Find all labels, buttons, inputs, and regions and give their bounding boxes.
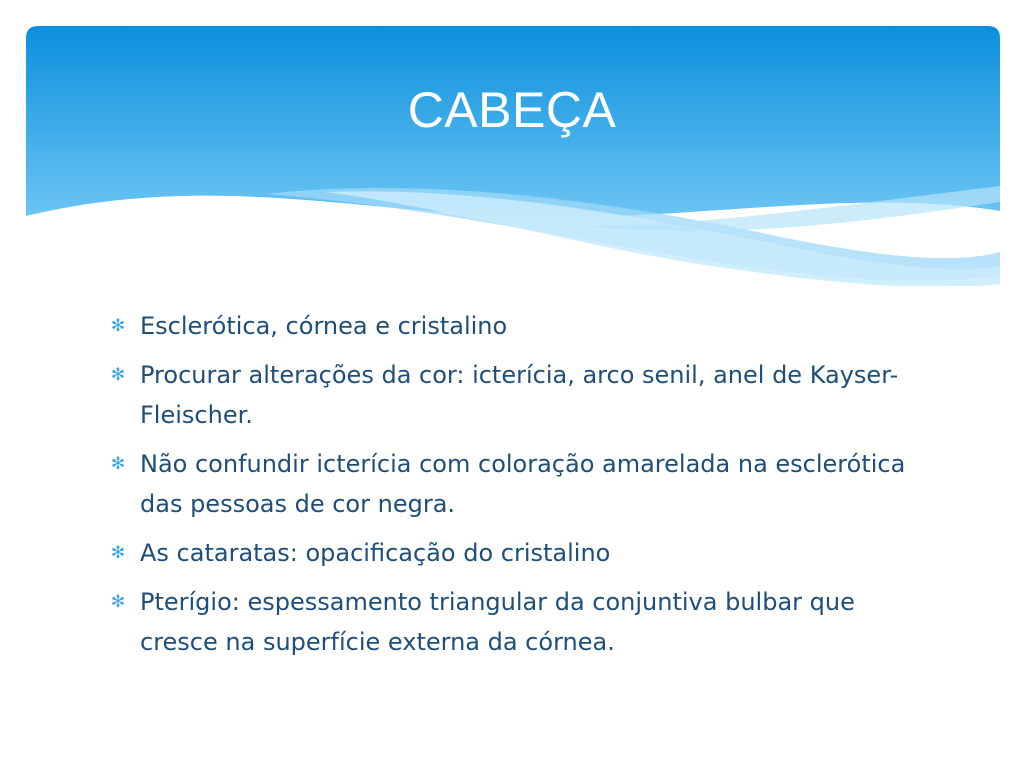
bullet-text: Pterígio: espessamento triangular da conjuntiva bulbar que cresce na superfície externa da córnea.: [140, 588, 855, 656]
asterisk-bullet-icon: ✻: [110, 543, 126, 563]
header-wave-graphic: [26, 26, 1000, 286]
bullet-list: [108, 306, 908, 671]
asterisk-bullet-icon: ✻: [110, 316, 126, 336]
list-item: [108, 306, 908, 346]
list-item: [108, 355, 908, 435]
slide-title: CABEÇA: [407, 82, 617, 138]
asterisk-bullet-icon: ✻: [110, 454, 126, 474]
list-item: [108, 582, 908, 662]
header-banner: [26, 26, 1000, 286]
list-item: [108, 444, 908, 524]
bullet-text: Não confundir icterícia com coloração amarelada na esclerótica das pessoas de cor negra.: [140, 450, 906, 518]
bullet-text: Procurar alterações da cor: icterícia, arco senil, anel de Kayser-Fleischer.: [140, 361, 899, 429]
asterisk-bullet-icon: ✻: [110, 365, 126, 385]
bullet-text: As cataratas: opacificação do cristalino: [140, 539, 611, 567]
asterisk-bullet-icon: ✻: [110, 592, 126, 612]
list-item: [108, 533, 908, 573]
bullet-text: Esclerótica, córnea e cristalino: [140, 312, 508, 340]
